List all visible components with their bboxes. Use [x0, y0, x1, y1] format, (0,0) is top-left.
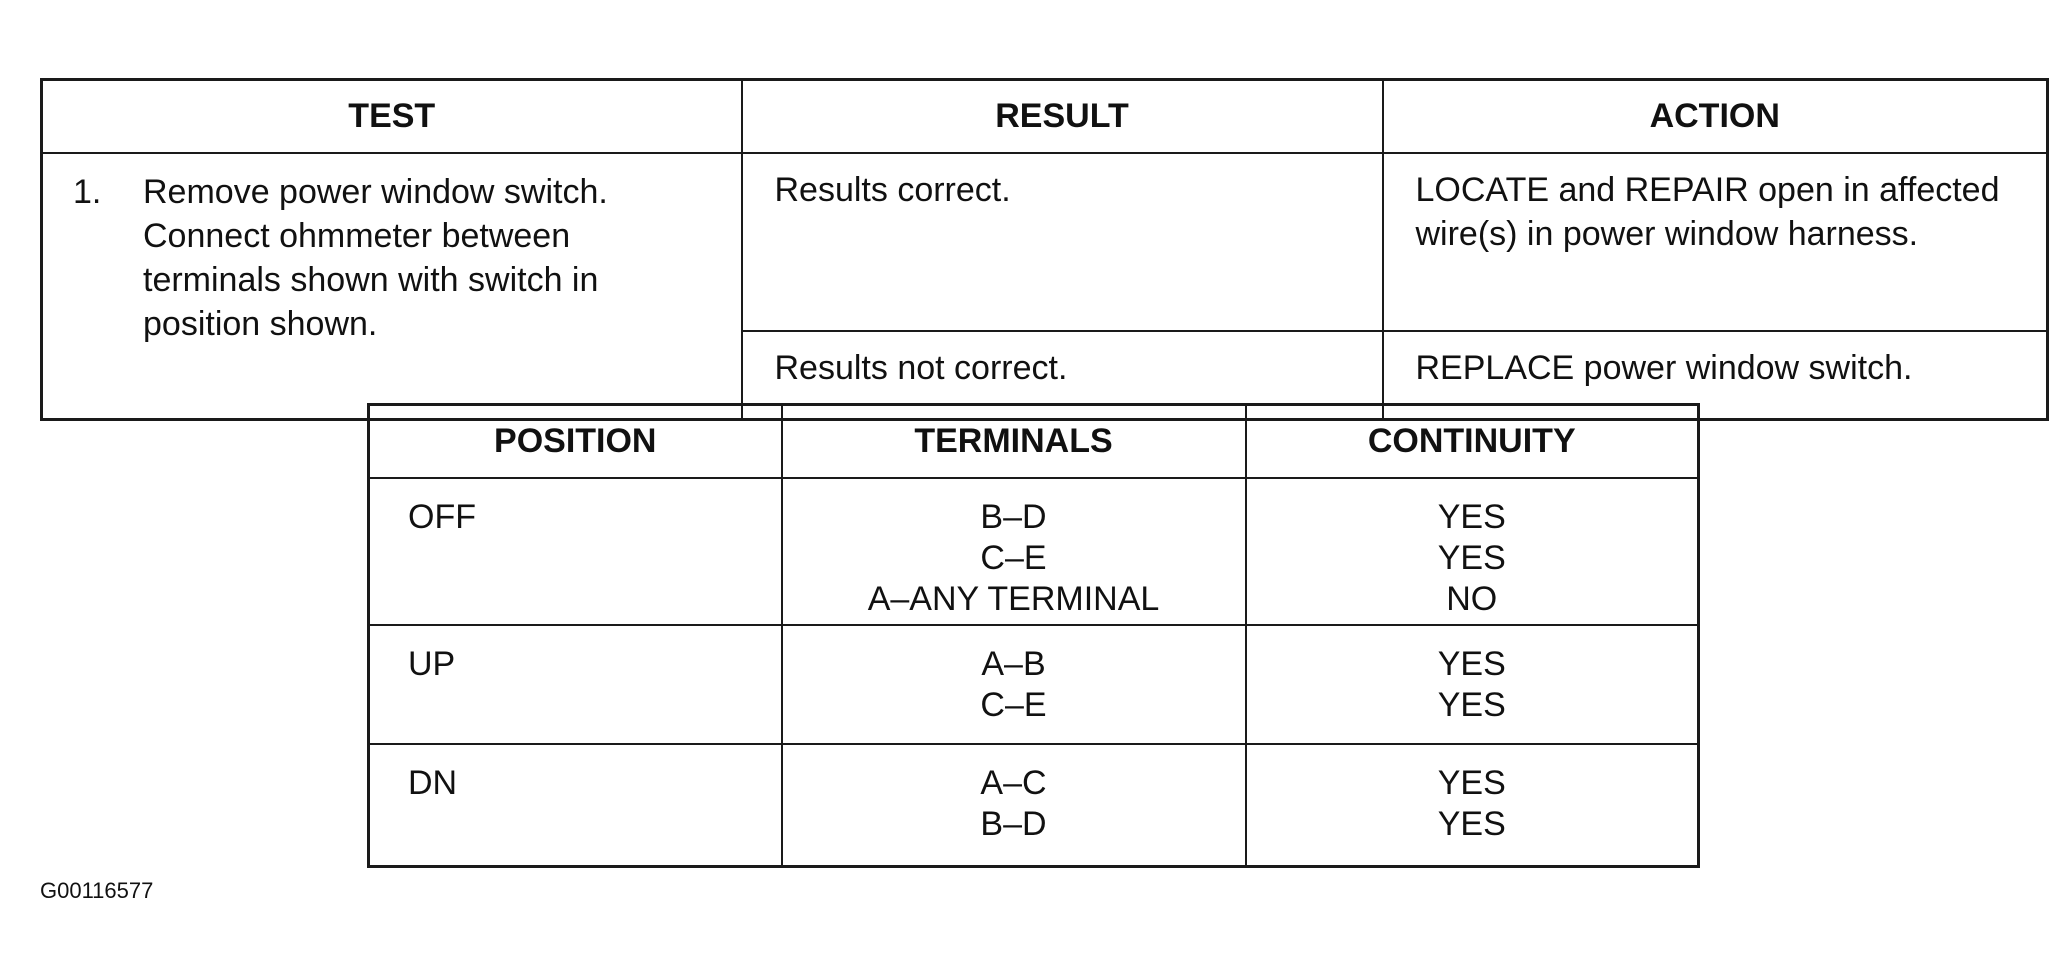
continuity-cell [1246, 625, 1699, 744]
figure-id-label: G00116577 [40, 878, 154, 903]
test-step-cell [42, 153, 742, 420]
continuity-value: YES [1437, 645, 1506, 683]
continuity-value: YES [1437, 498, 1506, 536]
action-cell: LOCATE and REPAIR open in affected wire(s) in power window harness. [1383, 153, 2048, 331]
terminal-pair: C–E [980, 539, 1047, 577]
position-cell: DN [369, 744, 782, 866]
table-row [42, 153, 2048, 331]
terminals-cell [782, 744, 1246, 866]
terminal-pair: B–D [980, 498, 1047, 536]
continuity-value: YES [1437, 805, 1506, 843]
step-instruction: Remove power window switch. Connect ohmmeter between terminals shown with switch in position shown. [143, 173, 608, 343]
table-row [369, 744, 1699, 866]
terminals-cell [782, 478, 1246, 625]
action-cell: REPLACE power window switch. [1383, 331, 2048, 420]
terminals-cell [782, 625, 1246, 744]
result-cell: Results not correct. [742, 331, 1383, 420]
continuity-table [367, 403, 1700, 868]
terminal-pair: A–C [980, 764, 1047, 802]
continuity-value: NO [1446, 580, 1498, 618]
terminal-pair: B–D [980, 805, 1047, 843]
column-header-terminals: TERMINALS [782, 405, 1246, 479]
continuity-value: YES [1437, 539, 1506, 577]
continuity-value: YES [1437, 686, 1506, 724]
column-header-test: TEST [42, 80, 742, 154]
position-cell: UP [369, 625, 782, 744]
result-cell: Results correct. [742, 153, 1383, 331]
continuity-cell [1246, 478, 1699, 625]
table-row [369, 625, 1699, 744]
column-header-result: RESULT [742, 80, 1383, 154]
column-header-position: POSITION [369, 405, 782, 479]
terminal-pair: A–ANY TERMINAL [867, 580, 1160, 618]
header-row [369, 405, 1699, 479]
continuity-cell [1246, 744, 1699, 866]
continuity-value: YES [1437, 764, 1506, 802]
terminal-pair: A–B [981, 645, 1046, 683]
test-result-action-table [40, 78, 2049, 421]
table-row [369, 478, 1699, 625]
position-cell: OFF [369, 478, 782, 625]
column-header-action: ACTION [1383, 80, 2048, 154]
header-row [42, 80, 2048, 154]
column-header-continuity: CONTINUITY [1246, 405, 1699, 479]
test-step [73, 170, 731, 346]
terminal-pair: C–E [980, 686, 1047, 724]
step-number: 1. [73, 173, 102, 211]
